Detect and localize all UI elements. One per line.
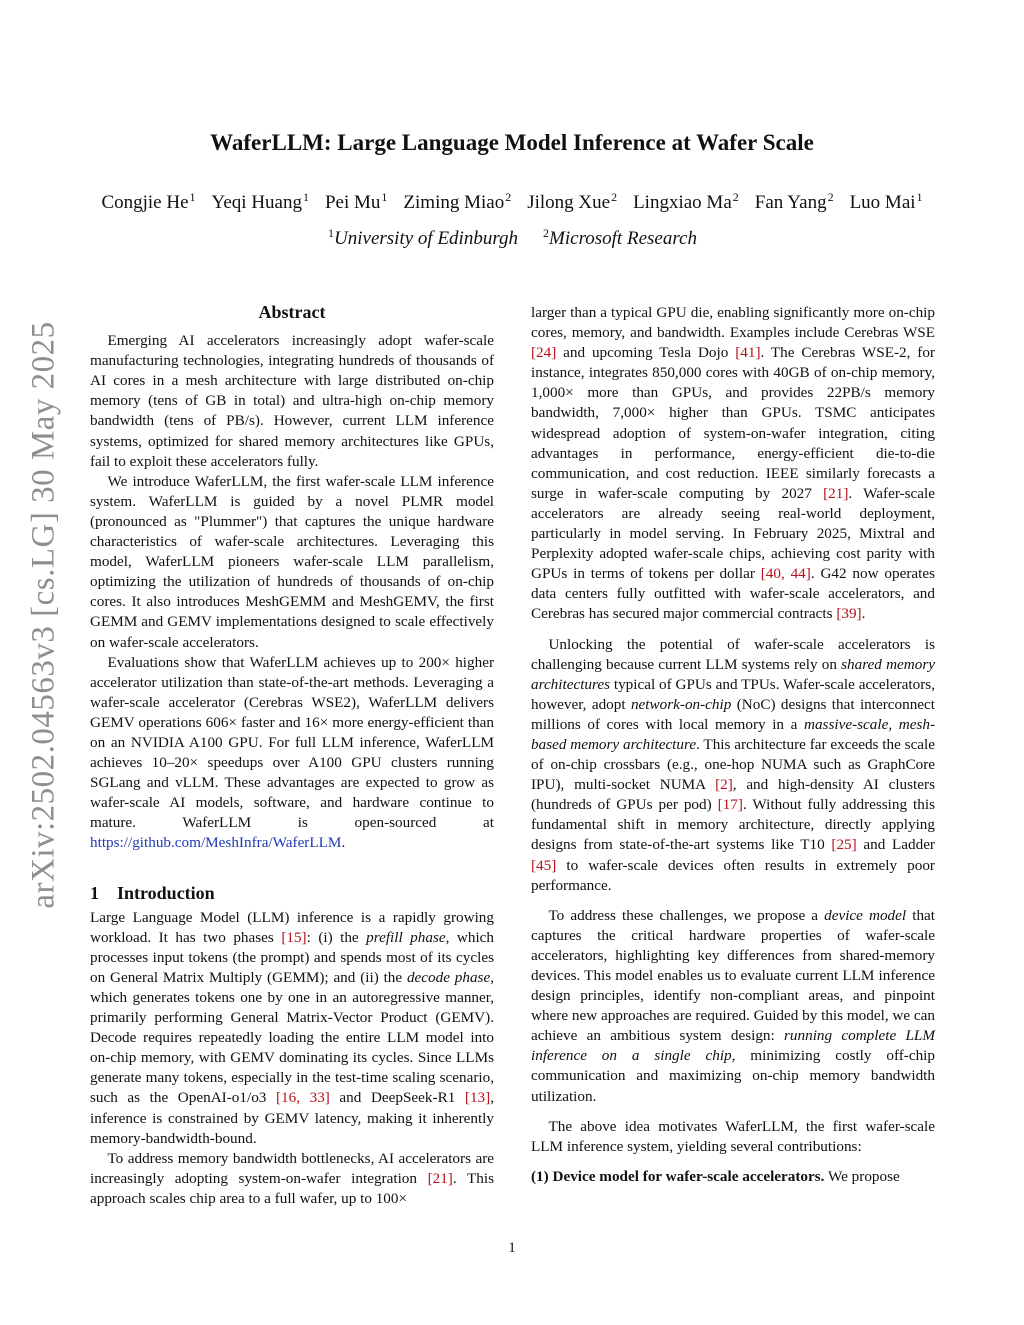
author-name: [325, 192, 387, 213]
abstract-paragraph-2: We introduce WaferLLM, the first wafer-scale LLM inference system. WaferLLM is guided by a novel PLMR model (pronounced as "Plummer") that captures the unique hardware characteristics of wafer-scale architectures. Leveraging this model, WaferLLM pioneers wafer-scale LLM parallelism, optimizing the utilization of hundreds of thousands of on-chip cores. It also introduces MeshGEMM and MeshGEMV, the first GEMM and GEMV implementations designed to scale effectively on wafer-scale accelerators.: [90, 472, 494, 651]
citation[interactable]: [39]: [836, 605, 862, 623]
abstract-paragraph-1: Emerging AI accelerators increasingly adopt wafer-scale manufacturing technologies, integrating hundreds of thousands of AI cores in a mesh architecture with large distributed on-chip memory (tens of GB in total) and ultra-high on-chip memory bandwidth (tens of PB/s). However, current LLM inference systems, optimized for shared memory architectures like GPUs, fail to exploit these accelerators fully.: [90, 332, 494, 470]
text-run: .: [861, 605, 866, 623]
bold-text: (1) Device model for wafer-scale accelerators.: [531, 1167, 825, 1185]
emphasis-text: running complete LLM inference on a single chip: [531, 1027, 935, 1065]
text-run: We propose: [824, 1167, 900, 1185]
right-paragraph-4: [531, 1117, 935, 1157]
citation[interactable]: [21]: [427, 1169, 453, 1187]
intro-paragraph-2: [90, 1149, 494, 1209]
section-number: 1: [90, 882, 99, 903]
text-run: Unlocking the potential of wafer-scale accelerators is challenging because current LLM systems rely on: [531, 635, 935, 673]
author-name-text: Jilong Xue: [527, 192, 611, 213]
author-name-text: Luo Mai: [849, 192, 916, 213]
text-run: , which generates tokens one by one in an autoregressive manner, primarily performing General Matrix-Vector Product (GEMV). Decode requires repeatedly loading the entire LLM model into on-chip memory, with GEMV dominating its cycles. Since LLMs generate many tokens, especially in the test-time scaling scenario, such as the OpenAI-o1/o3: [90, 968, 495, 1107]
text-run: and Ladder: [856, 836, 935, 854]
text-run: : (i) the: [306, 928, 367, 946]
text-run: and upcoming Tesla Dojo: [556, 344, 736, 362]
abstract-paragraph-3-text: Evaluations show that WaferLLM achieves up to 200× higher accelerator utilization than state-of-the-art methods. Leveraging a wafer-scale accelerator (Cerebras WSE2), WaferLLM delivers GEMV operations 606× faster and 16× more energy-efficient than on an NVIDIA A100 GPU. For full LLM inference, WaferLLM achieves 10–20× speedups over A100 GPU clusters running SGLang and vLLM. These advantages are expected to grow as wafer-scale AI models, software, and hardware continue to mature. WaferLLM is open-sourced at: [90, 653, 494, 832]
author-affiliation-mark: 1: [381, 190, 388, 204]
text-run: . This architecture far exceeds the scale of on-chip crossbars (e.g., one-hop NUMA such as GraphCore IPU), multi-socket NUMA: [531, 735, 936, 794]
text-run: larger than a typical GPU die, enabling significantly more on-chip cores, memory, and bandwidth. Examples include Cerebras WSE: [531, 304, 935, 342]
citation[interactable]: [17]: [717, 796, 743, 814]
emphasis-text: network-on-chip: [630, 695, 732, 713]
affiliation-number: 2: [543, 226, 550, 240]
text-run: . Without fully addressing this fundamental shift in memory architecture, directly applying designs from state-of-the-art systems like T10: [531, 796, 935, 854]
author-name: [755, 192, 834, 213]
text-run: , inference is constrained by GEMV latency, making it inherently memory-bandwidth-bound.: [90, 1089, 494, 1147]
paper-title: WaferLLM: Large Language Model Inference at Wafer Scale: [210, 130, 814, 155]
right-column: [531, 303, 935, 1187]
emphasis-text: prefill phase: [366, 928, 446, 946]
citation[interactable]: [41]: [735, 344, 761, 362]
text-run: . The Cerebras WSE-2, for instance, integrates 850,000 cores with 40GB of on-chip memory, 1,000× more than GPUs, and provides 22PB/s memory bandwidth, 7,000× higher than GPUs. TSMC anticipates widespread adoption of system-on-wafer integration, citing advantages in performance, energy-efficient die-to-die communication, and cost reduction. IEEE similarly forecasts a surge in wafer-scale computing by 2027: [531, 344, 935, 502]
text-run: typical of GPUs and TPUs. Wafer-scale accelerators, however, adopt: [531, 675, 935, 713]
author-affiliation-mark: 1: [916, 190, 923, 204]
text-run: and DeepSeek-R1: [329, 1089, 465, 1107]
citation[interactable]: [13]: [464, 1089, 491, 1107]
author-name-text: Yeqi Huang: [211, 192, 302, 213]
intro-paragraph-1: [90, 908, 494, 1149]
abstract-heading: Abstract: [258, 302, 326, 322]
right-paragraph-1: [531, 303, 935, 625]
citation[interactable]: [45]: [531, 856, 557, 874]
github-link[interactable]: https://github.com/MeshInfra/WaferLLM: [90, 834, 342, 852]
author-name: [633, 192, 739, 213]
text-run: . Wafer-scale accelerators are already seeing real-world deployment, particularly in model serving. In February 2025, Mixtral and Perplexity adopted wafer-scale chips, achieving cost parity with GPUs in terms of tokens per dollar: [531, 484, 935, 583]
citation[interactable]: [2]: [715, 776, 733, 794]
text-run: that captures the critical hardware properties of wafer-scale accelerators, highlighting key differences from shared-memory devices. This model enables us to evaluate current LLM inference design principles, identify non-compliant areas, and pinpoint where new approaches are required. Guided by this model, we can achieve an ambitious system design:: [531, 906, 935, 1045]
affiliation: [542, 228, 697, 249]
author-name-text: Congjie He: [101, 192, 189, 213]
emphasis-text: massive-scale, mesh-based memory architecture: [531, 715, 935, 753]
author-affiliation-mark: 2: [611, 190, 618, 204]
emphasis-text: shared memory architectures: [531, 655, 936, 693]
text-run: To address memory bandwidth bottlenecks, AI accelerators are increasingly adopting system-on-wafer integration: [90, 1149, 494, 1187]
author-name: [403, 192, 511, 213]
citation[interactable]: [21]: [823, 484, 849, 502]
text-run: The above idea motivates WaferLLM, the first wafer-scale LLM inference system, yielding several contributions:: [531, 1117, 935, 1155]
author-list: [0, 190, 1024, 214]
affiliation-number: 1: [328, 226, 335, 240]
citation[interactable]: [24]: [531, 344, 557, 362]
author-name-text: Fan Yang: [754, 192, 827, 213]
author-name-text: Lingxiao Ma: [633, 192, 732, 213]
author-name: [212, 192, 309, 213]
text-run: , and high-density AI clusters (hundreds of GPUs per pod): [531, 776, 935, 814]
left-column: [90, 302, 494, 1209]
affiliation-name: Microsoft Research: [549, 228, 697, 249]
author-name-text: Ziming Miao: [403, 192, 505, 213]
affiliation: [327, 228, 518, 249]
author-affiliation-mark: 2: [505, 190, 512, 204]
emphasis-text: device model: [824, 906, 907, 924]
affiliation-name: University of Edinburgh: [334, 228, 519, 249]
abstract-paragraph-3-end: .: [341, 834, 346, 852]
text-run: . G42 now operates data centers fully outfitted with wafer-scale accelerators, and Cerebras has secured major commercial contracts: [531, 565, 935, 623]
arxiv-identifier: arXiv:2502.04563v3 [cs.LG] 30 May 2025: [25, 321, 62, 909]
citation[interactable]: [40, 44]: [760, 565, 811, 583]
section-title: Introduction: [117, 882, 215, 903]
author-affiliation-mark: 1: [189, 190, 196, 204]
right-paragraph-5: [531, 1167, 935, 1187]
page-number: 1: [508, 1240, 516, 1256]
abstract-paragraph-3: [90, 653, 494, 854]
text-run: (NoC) designs that interconnect millions of cores with local memory in a: [531, 695, 936, 733]
author-affiliation-mark: 1: [302, 190, 309, 204]
section-heading-introduction: [90, 883, 494, 903]
right-paragraph-3: [531, 906, 935, 1107]
author-affiliation-mark: 2: [732, 190, 739, 204]
author-name-text: Pei Mu: [324, 192, 381, 213]
affiliation-list: [0, 226, 1024, 250]
citation[interactable]: [25]: [831, 836, 857, 854]
text-run: . This approach scales chip area to a full wafer, up to 100×: [90, 1169, 494, 1207]
text-run: Large Language Model (LLM) inference is a rapidly growing workload. It has two phases: [90, 908, 494, 946]
author-name: [101, 192, 195, 213]
right-paragraph-2: [531, 635, 935, 896]
text-run: , which processes input tokens (the prompt) and spends most of its cycles on General Matrix Multiply (GEMM); and (ii) the: [90, 928, 495, 986]
citation[interactable]: [15]: [281, 928, 307, 946]
author-affiliation-mark: 2: [827, 190, 834, 204]
text-run: , minimizing costly off-chip communication and maximizing on-chip memory bandwidth utilization.: [531, 1047, 935, 1105]
emphasis-text: decode phase: [406, 968, 491, 986]
author-name: [850, 192, 923, 213]
text-run: To address these challenges, we propose a: [548, 906, 825, 924]
author-name: [527, 192, 617, 213]
citation[interactable]: [16, 33]: [275, 1089, 330, 1107]
text-run: to wafer-scale devices often results in extremely poor performance.: [531, 856, 935, 894]
